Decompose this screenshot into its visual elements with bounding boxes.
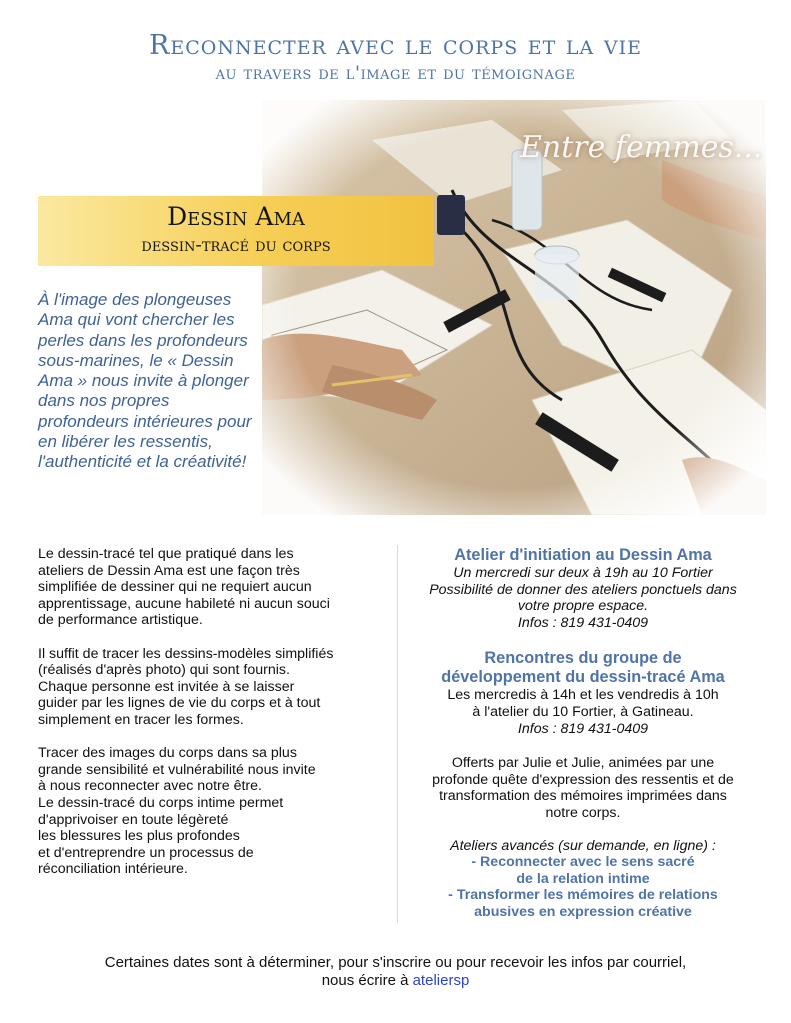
text-line: grande sensibilité et vulnérabilité nous invite	[38, 761, 316, 778]
text-line: Les mercredis à 14h et les vendredis à 10h	[447, 687, 719, 704]
text-line: Infos : 819 431-0409	[517, 720, 649, 737]
text-line: - Transformer les mémoires de relations	[448, 887, 718, 904]
text-line: apprentissage, aucune habileté ni aucun souci	[38, 595, 330, 612]
text-line: profonde quête d'expression des ressentis et de	[432, 771, 734, 788]
text-line: réconciliation intérieure.	[38, 861, 188, 878]
intro-line: Ama » nous invite à plonger	[38, 371, 249, 391]
intro-line: À l'image des plongeuses	[38, 290, 232, 309]
text-line: à l'atelier du 10 Fortier, à Gatineau.	[472, 703, 694, 720]
text-line: simplement en tracer les formes.	[38, 711, 244, 728]
workshop-2-title	[407, 649, 759, 687]
workshops-column	[407, 546, 759, 921]
text-line: de performance artistique.	[38, 612, 203, 629]
advanced-title: Ateliers avancés (sur demande, en ligne) :	[450, 837, 716, 854]
intro-line: dans nos propres	[38, 391, 170, 411]
column-divider	[397, 545, 398, 923]
text-line: transformation des mémoires imprimées dans	[439, 788, 727, 805]
text-line: notre corps.	[545, 804, 621, 821]
text-line: (réalisés d'après photo) qui sont fournis.	[38, 662, 290, 679]
email-link[interactable]: ateliersp	[412, 972, 470, 989]
text-line: Un mercredi sur deux à 19h au 10 Fortier	[453, 565, 713, 581]
text-line: les blessures les plus profondes	[38, 828, 240, 845]
photo-overlay-text: Entre femmes...	[520, 130, 763, 165]
text-line: Chaque personne est invitée à se laisser	[38, 678, 295, 695]
text-line: guider par les lignes de vie du corps et à tout	[38, 695, 321, 712]
text-line: Le dessin-tracé tel que pratiqué dans les	[38, 546, 294, 562]
text-line: de la relation intime	[516, 870, 650, 887]
intro-line: profondeurs intérieures pour	[38, 411, 252, 431]
text-line: Tracer des images du corps dans sa plus	[38, 745, 297, 762]
title-banner	[38, 196, 434, 266]
text-line: développement du dessin-tracé Ama	[441, 668, 725, 687]
text-line: Il suffit de tracer les dessins-modèles simplifiés	[38, 645, 334, 662]
workshop-1-title: Atelier d'initiation au Dessin Ama	[454, 546, 712, 564]
intro-line: perles dans les profondeurs	[38, 330, 248, 350]
workshop-2-details	[407, 687, 759, 737]
description-paragraph-2	[38, 646, 378, 729]
intro-line: l'authenticité et la créativité!	[38, 452, 247, 472]
intro-text	[38, 290, 278, 473]
text-line: Infos : 819 431-0409	[517, 614, 649, 631]
intro-line: en libérer les ressentis,	[38, 432, 213, 452]
text-line: Offerts par Julie et Julie, animées par une	[451, 755, 715, 772]
advanced-list	[407, 854, 759, 920]
text-line: ateliers de Dessin Ama est une façon très	[38, 562, 300, 579]
text-line: votre propre espace.	[517, 598, 649, 615]
banner-subtitle: dessin-tracé du corps	[141, 234, 331, 256]
page-title: Reconnecter avec le corps et la vie	[149, 30, 642, 61]
description-paragraph-3	[38, 745, 378, 878]
banner-title: Dessin Ama	[167, 202, 305, 231]
intro-line: sous-marines, le « Dessin	[38, 350, 234, 370]
text-line: Rencontres du groupe de	[484, 649, 682, 668]
footer-line: Certaines dates sont à déterminer, pour s'inscrire ou pour recevoir les infos par courriel,	[104, 954, 687, 971]
text-line: - Reconnecter avec le sens sacré	[471, 854, 695, 871]
text-line: Le dessin-tracé du corps intime permet	[38, 794, 284, 811]
intro-line: Ama qui vont chercher les	[38, 310, 235, 330]
description-column	[38, 546, 378, 894]
description-paragraph-1	[38, 546, 378, 629]
footer	[0, 954, 791, 990]
text-line: à nous reconnecter avec notre être.	[38, 778, 262, 795]
text-line: abusives en expression créative	[474, 903, 692, 920]
text-line: d'apprivoiser en toute légèreté	[38, 811, 229, 828]
footer-contact	[0, 972, 791, 990]
page-subtitle: au travers de l'image et du témoignage	[215, 62, 576, 84]
footer-prefix: nous écrire à	[321, 972, 413, 989]
text-line: et d'entreprendre un processus de	[38, 844, 254, 861]
workshop-1-details	[407, 565, 759, 631]
offer-text	[407, 755, 759, 821]
text-line: simplifiée de dessiner qui ne requiert aucun	[38, 579, 312, 596]
text-line: Possibilité de donner des ateliers ponctuels dans	[429, 581, 737, 598]
